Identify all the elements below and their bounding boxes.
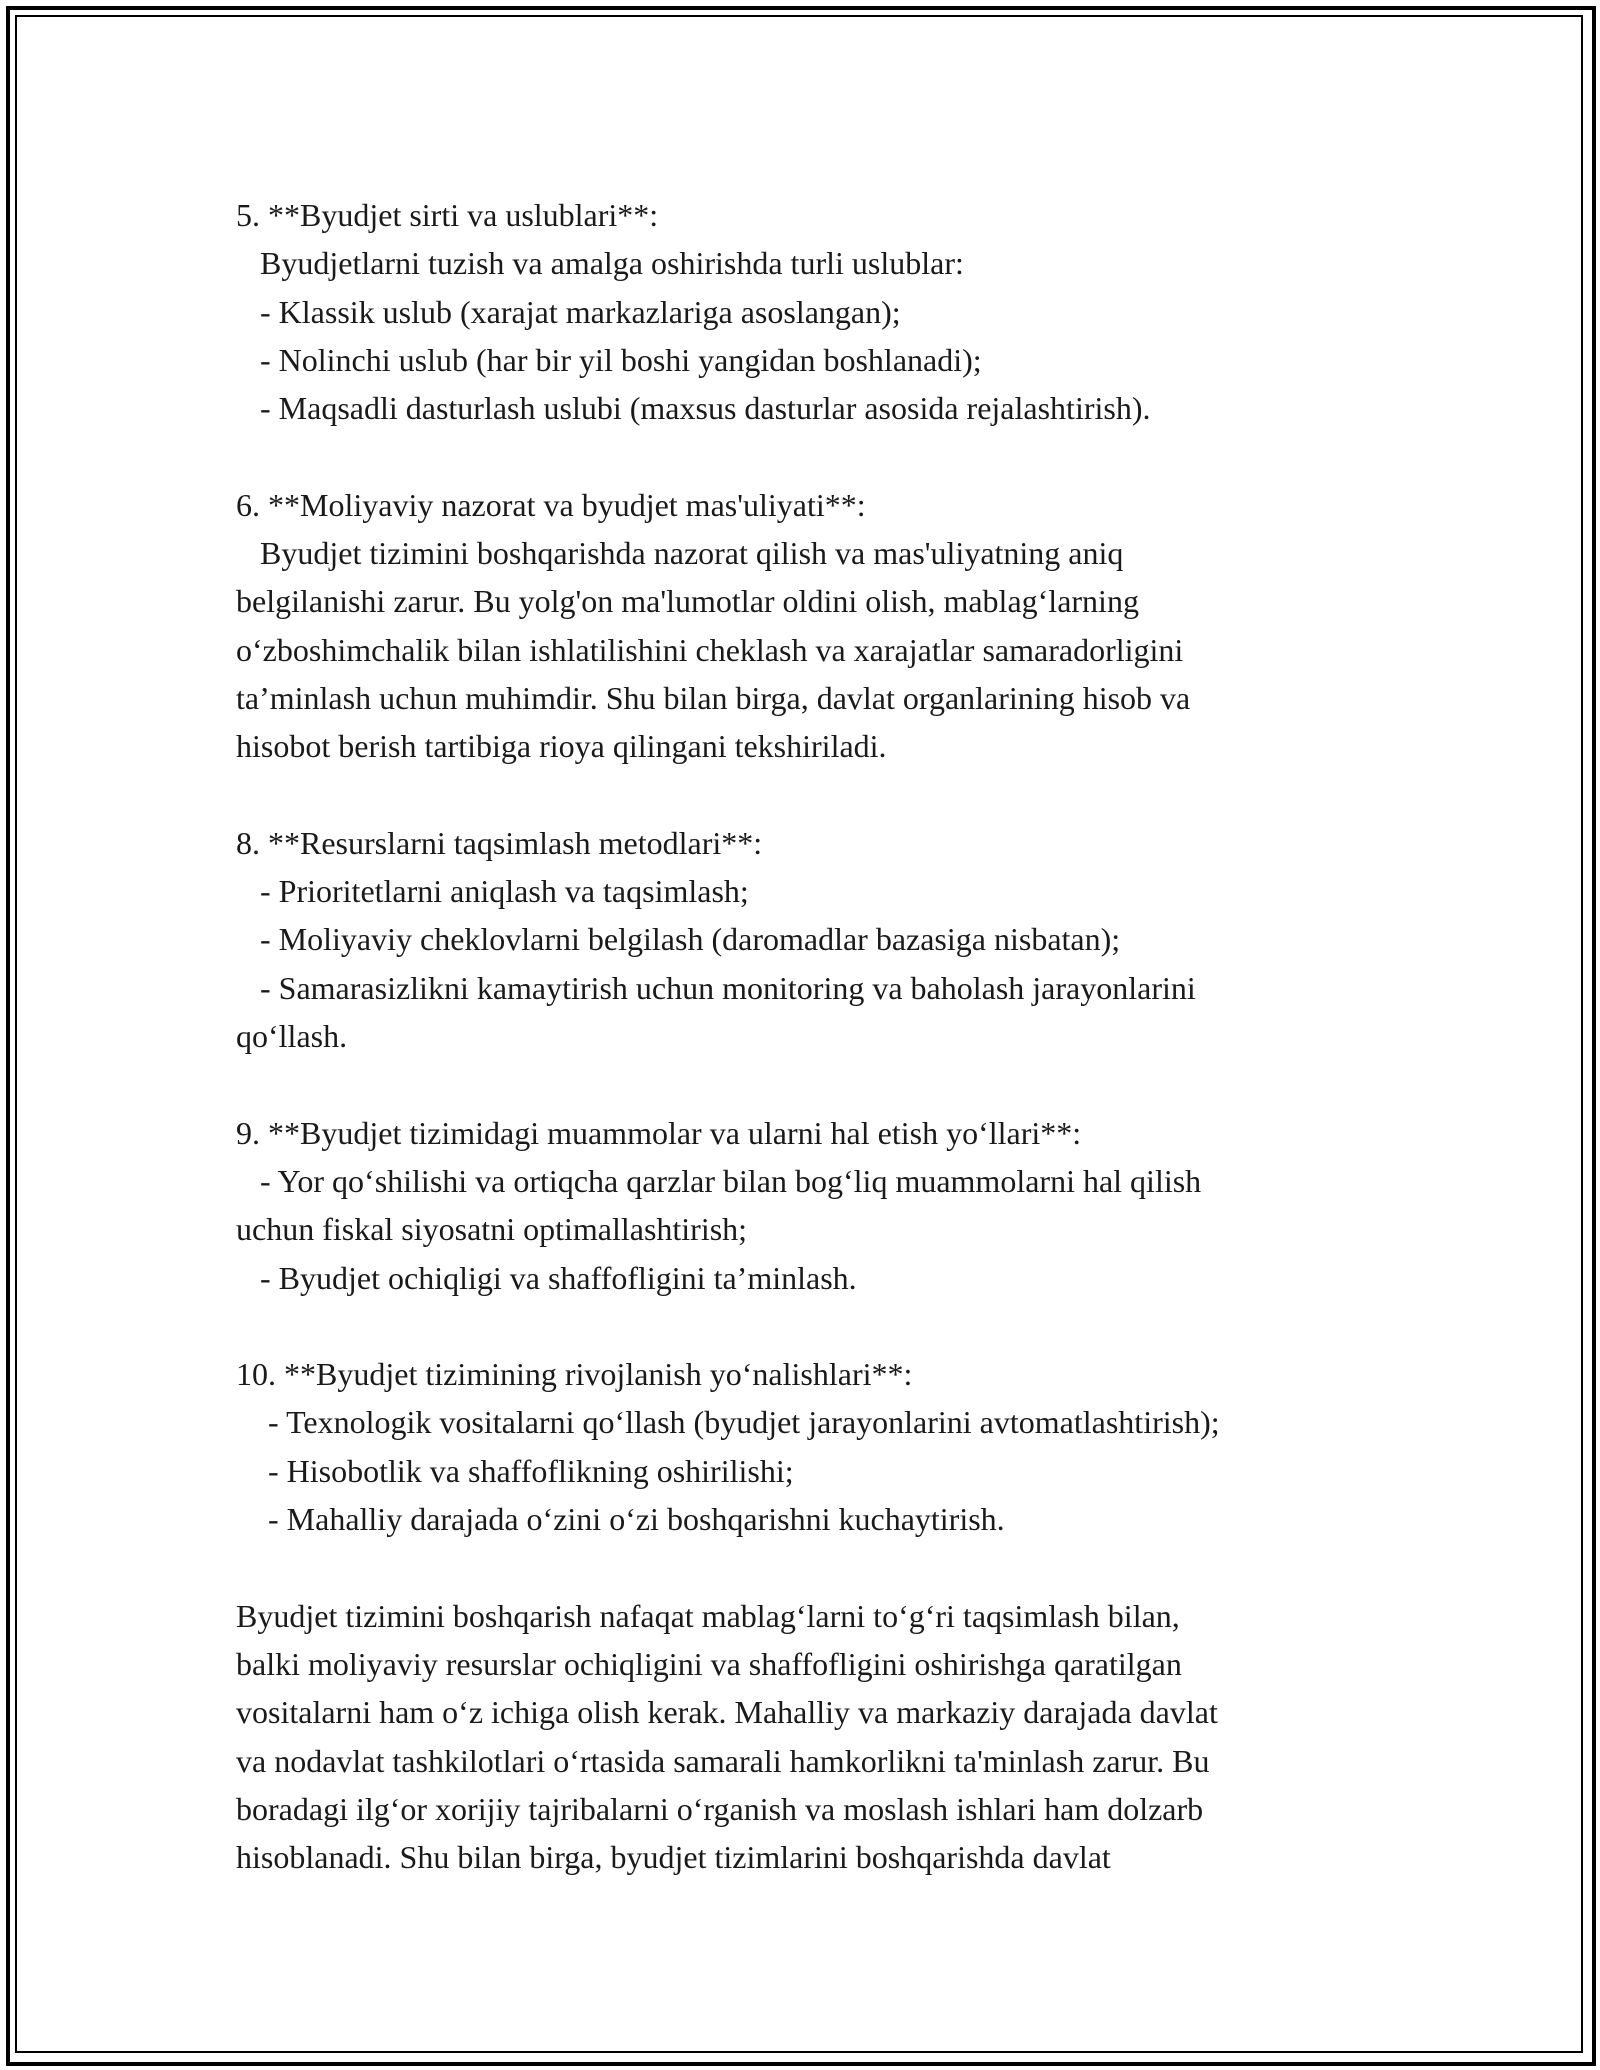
document-section [236,819,1376,1060]
text-line: ta’minlash uchun muhimdir. Shu bilan birga, davlat organlarining hisob va [236,679,1191,716]
document-section [236,1109,1376,1302]
text-line: hisobot berish tartibiga rioya qilingani tekshiriladi. [236,728,887,765]
text-line: boradagi ilg‘or xorijiy tajribalarni o‘rganish va moslash ishlari ham dolzarb [236,1790,1204,1827]
text-line: o‘zboshimchalik bilan ishlatilishini cheklash va xarajatlar samaradorligini [236,631,1184,668]
document-section [236,1350,1376,1543]
text-line: - Prioritetlarni aniqlash va taqsimlash; [236,873,749,910]
text-line: 5. **Byudjet sirti va uslublari**: [236,197,659,233]
paragraph-spacer [236,1302,1376,1350]
document-section [236,1592,1376,1882]
text-line: Byudjet tizimini boshqarishda nazorat qilish va mas'uliyatning aniq [236,535,1124,572]
text-line: - Klassik uslub (xarajat markazlariga asoslangan); [236,293,901,330]
text-line: belgilanishi zarur. Bu yolg'on ma'lumotlar oldini olish, mablag‘larning [236,583,1139,620]
text-line: - Samarasizlikni kamaytirish uchun monitoring va baholash jarayonlarini [236,969,1196,1006]
text-line: qo‘llash. [236,1018,348,1055]
text-line: Byudjet tizimini boshqarish nafaqat mablag‘larni to‘g‘ri taqsimlash bilan, [236,1597,1180,1634]
text-line: va nodavlat tashkilotlari o‘rtasida samarali hamkorlikni ta'minlash zarur. Bu [236,1742,1210,1779]
text-line: - Nolinchi uslub (har bir yil boshi yangidan boshlanadi); [236,341,982,378]
paragraph-spacer [236,1543,1376,1591]
document-section [236,481,1376,771]
text-line: 8. **Resurslarni taqsimlash metodlari**: [236,824,763,861]
document-body [236,191,1376,1881]
paragraph-spacer [236,432,1376,480]
text-line: uchun fiskal siyosatni optimallashtirish; [236,1211,748,1248]
text-line: - Texnologik vositalarni qo‘llash (byudjet jarayonlarini avtomatlashtirish); [236,1404,1220,1441]
text-line: - Mahalliy darajada o‘zini o‘zi boshqarishni kuchaytirish. [236,1501,1005,1538]
text-line: - Hisobotlik va shaffoflikning oshirilishi; [236,1452,794,1489]
text-line: 6. **Moliyaviy nazorat va byudjet mas'uliyati**: [236,486,866,523]
text-line: - Maqsadli dasturlash uslubi (maxsus dasturlar asosida rejalashtirish). [236,390,1151,427]
paragraph-spacer [236,1060,1376,1108]
text-line: balki moliyaviy resurslar ochiqligini va shaffofligini oshirishga qaratilgan [236,1645,1182,1682]
paragraph-spacer [236,771,1376,819]
text-line: - Moliyaviy cheklovlarni belgilash (daromadlar bazasiga nisbatan); [236,921,1121,958]
text-line: vositalarni ham o‘z ichiga olish kerak. Mahalliy va markaziy darajada davlat [236,1694,1218,1731]
text-line: hisoblanadi. Shu bilan birga, byudjet tizimlarini boshqarishda davlat [236,1839,1111,1876]
text-line: 10. **Byudjet tizimining rivojlanish yo‘nalishlari**: [236,1356,913,1393]
text-line: Byudjetlarni tuzish va amalga oshirishda turli uslublar: [236,245,964,282]
text-line: 9. **Byudjet tizimidagi muammolar va ularni hal etish yo‘llari**: [236,1114,1082,1151]
text-line: - Yor qo‘shilishi va ortiqcha qarzlar bilan bog‘liq muammolarni hal qilish [236,1162,1202,1199]
document-section [236,191,1376,432]
text-line: - Byudjet ochiqligi va shaffofligini ta’minlash. [236,1259,857,1296]
